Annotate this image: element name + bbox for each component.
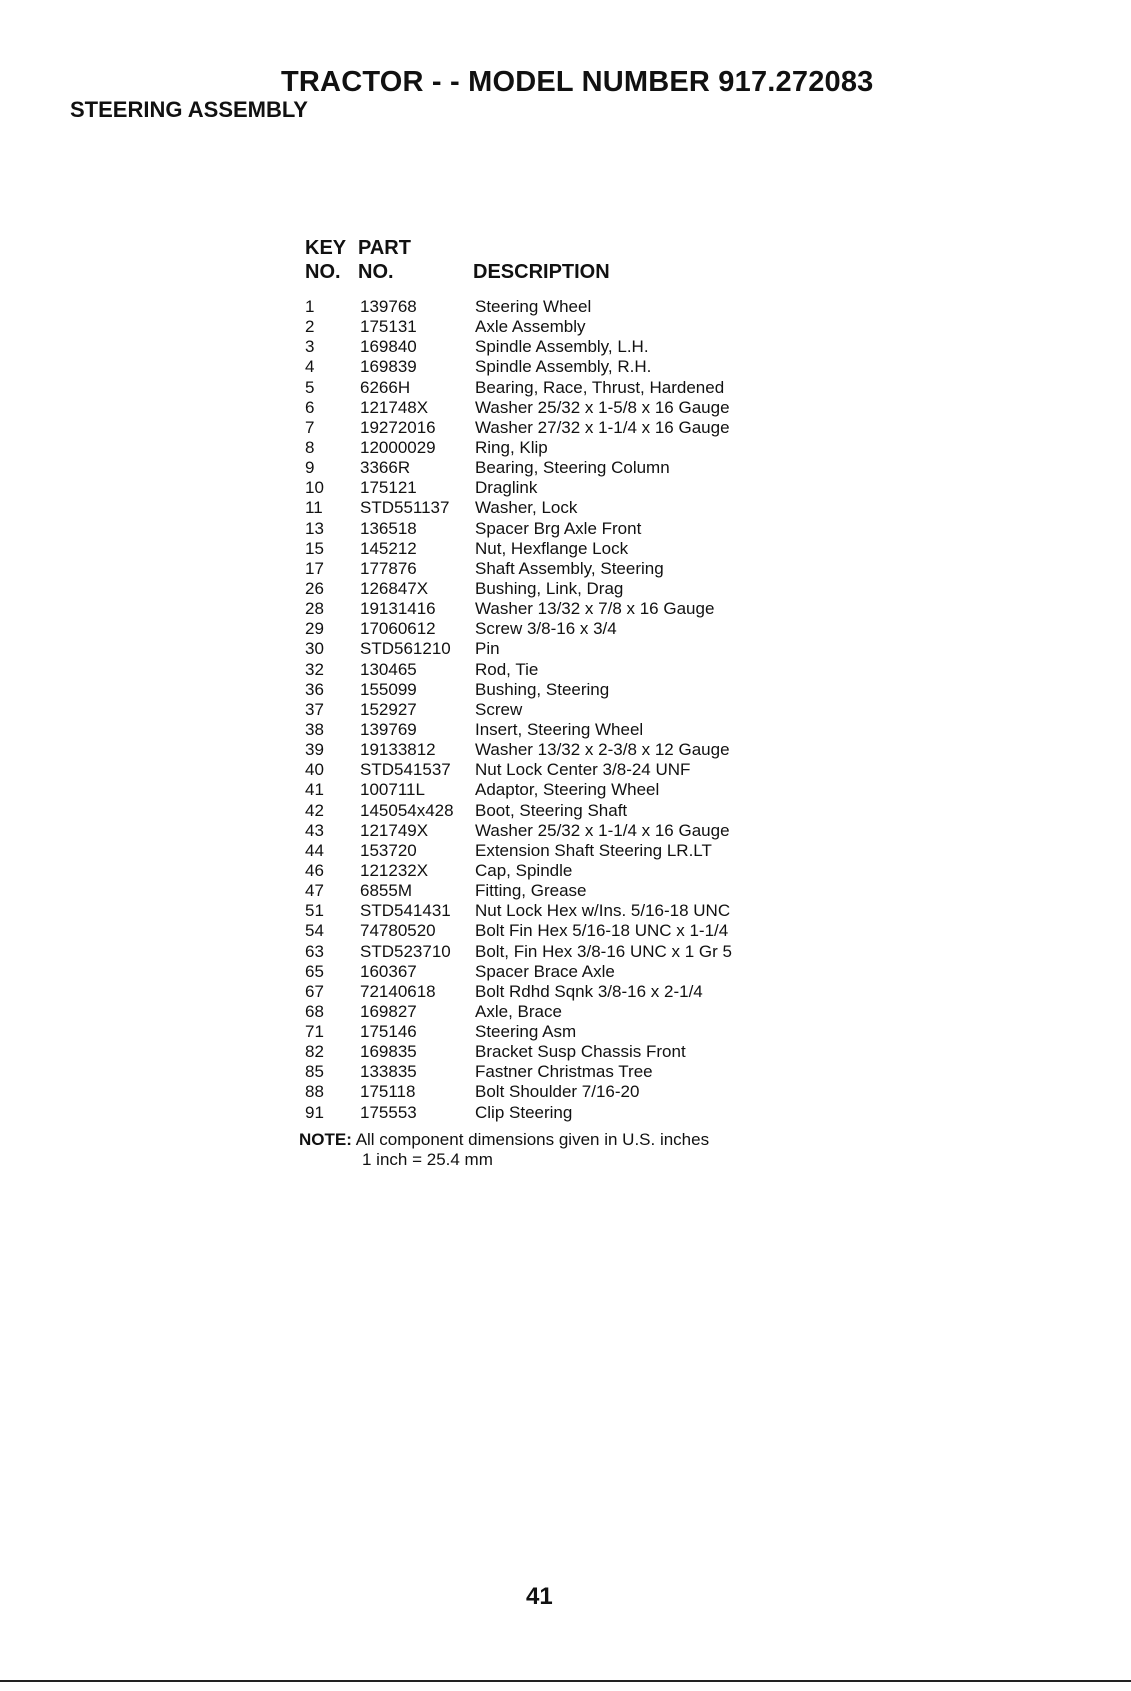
part-number-cell: 19131416 <box>360 599 436 619</box>
description-cell: Steering Wheel <box>475 297 592 316</box>
part-number-cell: 169839 <box>360 357 417 377</box>
key-number-cell: 30 <box>305 639 324 659</box>
key-number-cell: 71 <box>305 1022 324 1042</box>
key-number-cell: 37 <box>305 699 324 719</box>
part-number-cell: 17060612 <box>360 619 436 639</box>
description-cell: Nut Lock Center 3/8-24 UNF <box>475 760 691 780</box>
description-cell: Axle, Brace <box>475 1001 562 1021</box>
part-number-cell: 19133812 <box>360 740 436 760</box>
key-number-cell: 6 <box>305 397 315 417</box>
part-number-cell: 136518 <box>360 518 417 538</box>
key-number-cell: 51 <box>305 901 324 921</box>
description-cell: Extension Shaft Steering LR.LT <box>475 840 712 860</box>
key-number-cell: 54 <box>305 921 324 941</box>
key-number-cell: 7 <box>305 417 315 437</box>
part-number-cell: 126847X <box>360 578 429 598</box>
part-number-cell: 3366R <box>360 458 411 478</box>
part-number-cell: 121748X <box>360 397 429 417</box>
description-cell: Bolt Fin Hex 5/16-18 UNC x 1-1/4 <box>475 921 729 941</box>
description-cell: Fastner Christmas Tree <box>475 1062 653 1082</box>
key-number-cell: 11 <box>305 498 323 518</box>
description-cell: Bearing, Race, Thrust, Hardened <box>475 377 725 397</box>
part-number-cell: 145054x428 <box>360 800 454 820</box>
description-cell: Screw 3/8-16 x 3/4 <box>475 619 617 639</box>
part-number-cell: 12000029 <box>360 437 436 457</box>
section-title: STEERING ASSEMBLY <box>70 97 308 122</box>
description-cell: Adaptor, Steering Wheel <box>475 780 660 800</box>
key-number-cell: 65 <box>305 961 324 981</box>
key-number-cell: 47 <box>305 881 324 901</box>
part-number-cell: 130465 <box>360 659 417 679</box>
description-cell: Draglink <box>475 478 538 498</box>
part-number-cell: 121232X <box>360 860 429 880</box>
key-number-cell: 1 <box>305 297 315 316</box>
key-number-cell: 39 <box>305 740 324 760</box>
key-number-cell: 9 <box>305 458 315 478</box>
description-cell: Fitting, Grease <box>475 881 587 901</box>
part-number-cell: 121749X <box>360 820 429 840</box>
key-number-cell: 44 <box>305 840 324 860</box>
key-number-cell: 82 <box>305 1042 324 1062</box>
description-cell: Bolt Shoulder 7/16-20 <box>475 1082 640 1102</box>
part-number-cell: STD541431 <box>360 901 451 921</box>
part-number-cell: 155099 <box>360 679 417 699</box>
key-number-cell: 15 <box>305 538 324 558</box>
key-number-cell: 41 <box>305 780 324 800</box>
column-header-key-line1: KEY <box>305 237 347 259</box>
key-number-cell: 29 <box>305 619 324 639</box>
key-number-cell: 10 <box>305 478 324 498</box>
part-number-cell: 175131 <box>360 317 417 337</box>
description-cell: Shaft Assembly, Steering <box>475 558 664 578</box>
description-cell: Nut Lock Hex w/Ins. 5/16-18 UNC <box>475 901 731 921</box>
part-number-cell: STD561210 <box>360 639 451 659</box>
description-cell: Screw <box>475 699 523 719</box>
part-number-cell: 19272016 <box>360 417 436 437</box>
part-number-cell: 139769 <box>360 719 417 739</box>
description-cell: Spacer Brace Axle <box>475 961 615 981</box>
column-header-key-line2: NO. <box>305 261 341 283</box>
column-header-part-line1: PART <box>358 237 411 259</box>
part-number-cell: 169827 <box>360 1001 417 1021</box>
key-number-cell: 91 <box>305 1102 324 1122</box>
description-cell: Washer 27/32 x 1-1/4 x 16 Gauge <box>475 417 730 437</box>
key-number-cell: 68 <box>305 1001 324 1021</box>
part-number-cell: 100711L <box>360 780 425 800</box>
page-number: 41 <box>526 1583 553 1610</box>
key-number-cell: 5 <box>305 377 315 397</box>
page-title: TRACTOR - - MODEL NUMBER 917.272083 <box>281 66 874 98</box>
description-cell: Washer 25/32 x 1-5/8 x 16 Gauge <box>475 397 730 417</box>
description-cell: Bolt, Fin Hex 3/8-16 UNC x 1 Gr 5 <box>475 941 732 961</box>
key-number-cell: 28 <box>305 599 324 619</box>
part-number-cell: STD541537 <box>360 760 451 780</box>
description-cell: Bearing, Steering Column <box>475 458 670 478</box>
description-cell: Clip Steering <box>475 1102 573 1122</box>
description-cell: Pin <box>475 639 500 659</box>
description-cell: Nut, Hexflange Lock <box>475 538 629 558</box>
key-number-cell: 17 <box>305 558 324 578</box>
description-cell: Bracket Susp Chassis Front <box>475 1042 686 1062</box>
part-number-cell: STD551137 <box>360 498 450 518</box>
part-number-cell: 6855M <box>360 881 412 901</box>
part-number-cell: 175146 <box>360 1022 417 1042</box>
description-cell: Spindle Assembly, L.H. <box>475 337 649 357</box>
key-number-cell: 8 <box>305 437 315 457</box>
description-cell: Spacer Brg Axle Front <box>475 518 642 538</box>
part-number-cell: 175121 <box>360 478 417 498</box>
part-number-cell: 153720 <box>360 840 417 860</box>
part-number-cell: 72140618 <box>360 981 436 1001</box>
key-number-cell: 13 <box>305 518 324 538</box>
key-number-cell: 63 <box>305 941 324 961</box>
key-number-cell: 43 <box>305 820 324 840</box>
key-number-cell: 36 <box>305 679 324 699</box>
part-number-cell: 169840 <box>360 337 417 357</box>
key-number-cell: 67 <box>305 981 324 1001</box>
part-number-cell: 6266H <box>360 377 411 397</box>
key-number-cell: 88 <box>305 1082 324 1102</box>
description-cell: Washer 13/32 x 2-3/8 x 12 Gauge <box>475 740 730 760</box>
description-cell: Bushing, Steering <box>475 679 610 699</box>
description-cell: Bolt Rdhd Sqnk 3/8-16 x 2-1/4 <box>475 981 703 1001</box>
description-cell: Washer, Lock <box>475 498 578 518</box>
key-number-cell: 42 <box>305 800 324 820</box>
description-cell: Rod, Tie <box>475 659 539 679</box>
key-number-cell: 26 <box>305 578 324 598</box>
part-number-cell: 177876 <box>360 558 417 578</box>
note-conversion: 1 inch = 25.4 mm <box>362 1150 493 1169</box>
key-number-cell: 38 <box>305 719 324 739</box>
key-number-cell: 85 <box>305 1062 324 1082</box>
note-text: All component dimensions given in U.S. inches <box>355 1130 710 1149</box>
note <box>299 1130 709 1170</box>
description-cell: Cap, Spindle <box>475 860 573 880</box>
description-cell: Steering Asm <box>475 1022 577 1042</box>
note-label: NOTE: <box>299 1130 352 1149</box>
part-number-cell: 152927 <box>360 699 417 719</box>
bottom-rule <box>0 1680 1131 1682</box>
part-number-cell: 145212 <box>360 538 417 558</box>
key-number-cell: 40 <box>305 760 324 780</box>
description-cell: Washer 25/32 x 1-1/4 x 16 Gauge <box>475 820 730 840</box>
part-number-cell: 175553 <box>360 1102 417 1122</box>
column-header-description: DESCRIPTION <box>473 261 610 283</box>
description-cell: Boot, Steering Shaft <box>475 800 628 820</box>
part-number-cell: 160367 <box>360 961 417 981</box>
description-cell: Washer 13/32 x 7/8 x 16 Gauge <box>475 599 715 619</box>
column-header-part-line2: NO. <box>358 261 394 283</box>
part-number-cell: 133835 <box>360 1062 417 1082</box>
part-number-cell: 169835 <box>360 1042 417 1062</box>
description-cell: Insert, Steering Wheel <box>475 719 644 739</box>
key-number-cell: 4 <box>305 357 315 377</box>
part-number-cell: 175118 <box>360 1082 416 1102</box>
key-number-cell: 2 <box>305 317 315 337</box>
part-number-cell: 139768 <box>360 297 417 316</box>
key-number-cell: 46 <box>305 860 324 880</box>
key-number-cell: 32 <box>305 659 324 679</box>
part-number-cell: 74780520 <box>360 921 436 941</box>
description-cell: Axle Assembly <box>475 317 586 337</box>
key-number-cell: 3 <box>305 337 315 357</box>
description-cell: Spindle Assembly, R.H. <box>475 357 652 377</box>
description-cell: Ring, Klip <box>475 437 548 457</box>
description-cell: Bushing, Link, Drag <box>475 578 624 598</box>
part-number-cell: STD523710 <box>360 941 451 961</box>
